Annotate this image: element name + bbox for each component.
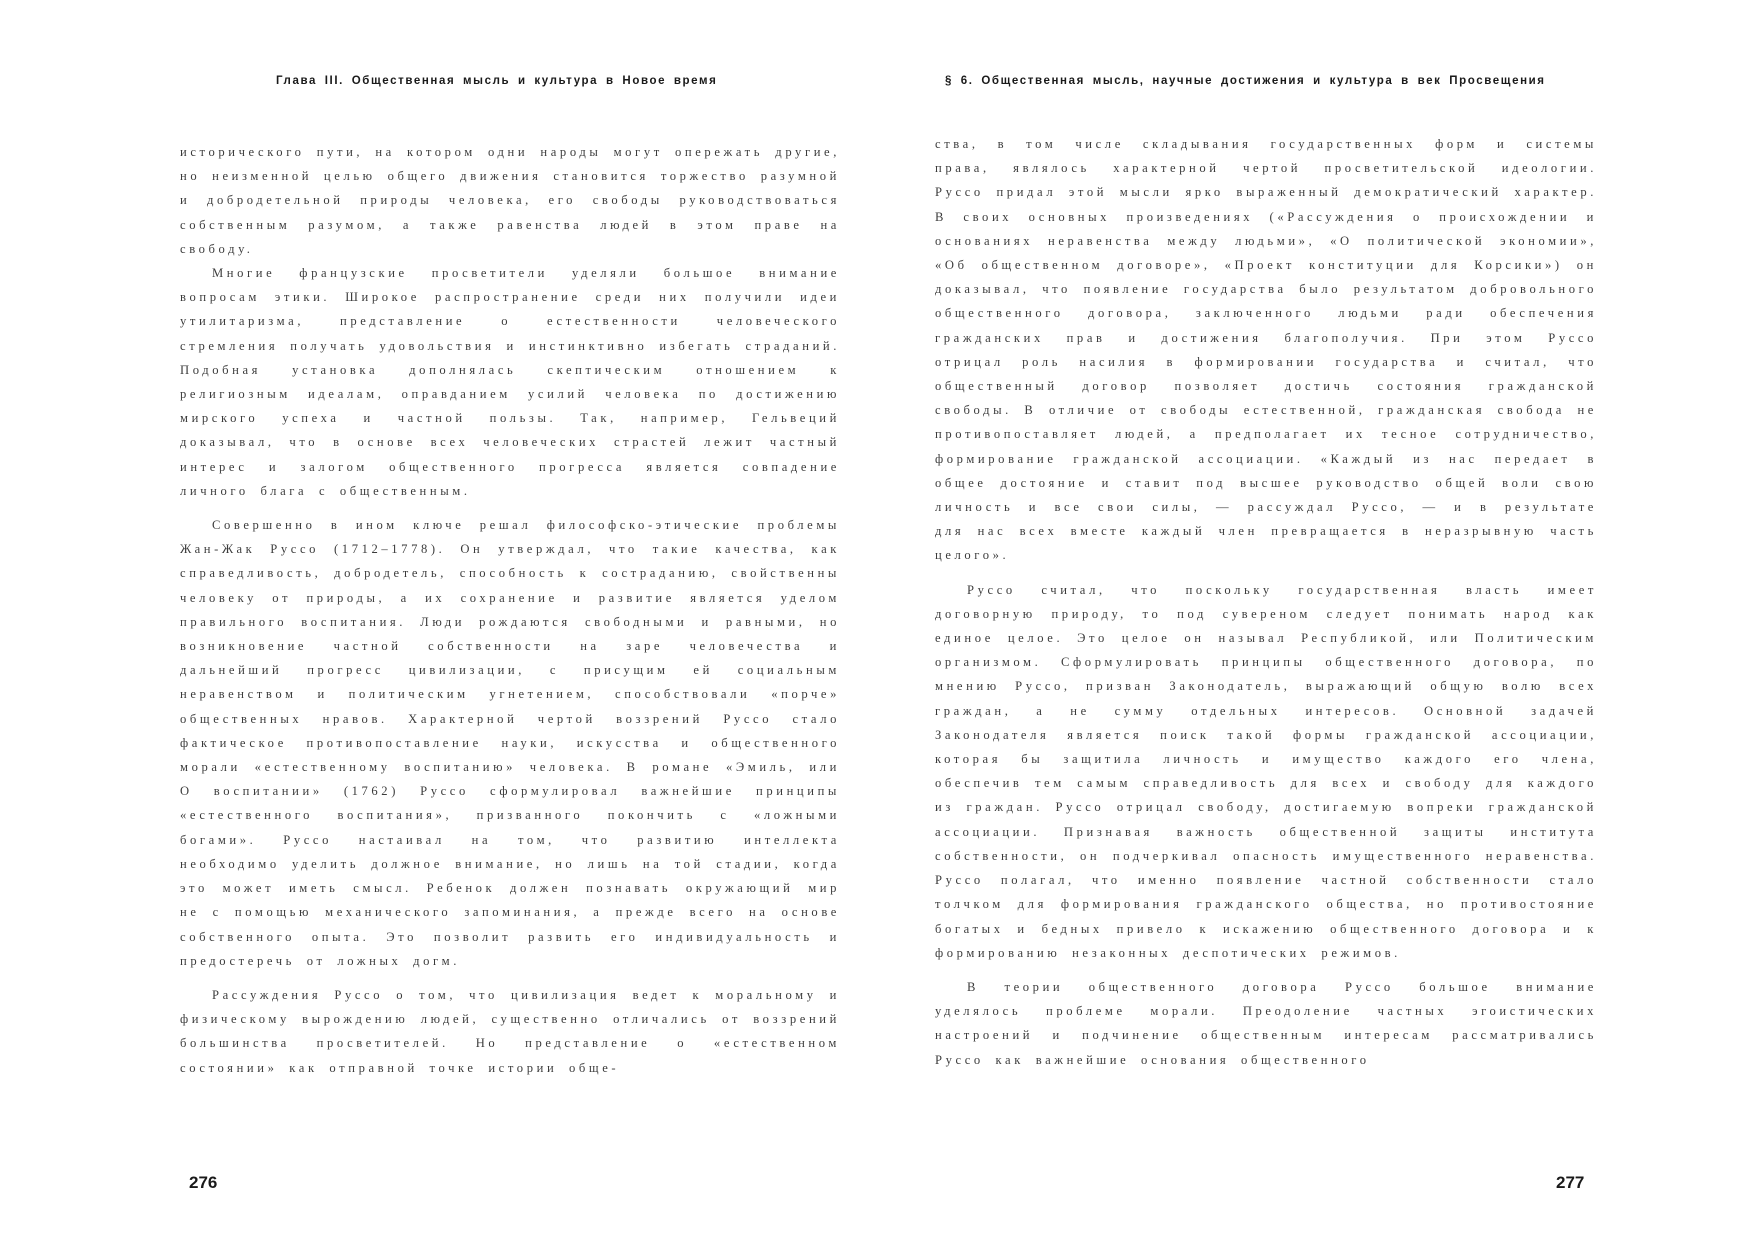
paragraph: ства, в том числе складывания государственных форм и системы права, являлось характерной чертой просветительской идеологии. Руссо придал этой мысли ярко выраженный демократический характер. В своих основных произведениях («Рассуждения о происхождении и основаниях неравенства между людьми», «О политической экономии», «Об общественном договоре», «Проект конституции для Корсики») он доказывал, что появление государства было результатом добровольного общественного договора, заключенного людьми ради обеспечения гражданских прав и достижения благополучия. При этом Руссо отрицал роль насилия в формировании государства и считал, что общественный договор позволяет достичь состояния гражданской свободы. В отличие от свободы естественной, гражданская свобода не противопоставляет людей, а предполагает их тесное сотрудничество, формирование гражданской ассоциации. «Каждый из нас передает в общее достояние и ставит под высшее руководство общей воли свою личность и все свои силы, — рассуждал Руссо, — и в результате для нас всех вместе каждый член превращается в неразрывную часть целого». xyxy=(935,137,1597,563)
paragraph: исторического пути, на котором одни народы могут опережать другие, но неизменной целью общего движения становится торжество разумной и добродетельной природы человека, его свободы руководствоваться собственным разумом, а также равенства людей в этом праве на свободу. xyxy=(180,145,840,256)
running-head: Глава III. Общественная мысль и культура в Новое время xyxy=(276,75,718,87)
body-text xyxy=(180,140,840,1080)
paragraph: Руссо считал, что поскольку государственная власть имеет договорную природу, то под сувереном следует понимать народ как единое целое. Это целое он называл Республикой, или Политическим организмом. Сформулировать принципы общественного договора, по мнению Руссо, призван Законодатель, выражающий общую волю всех граждан, а не сумму отдельных интересов. Основной задачей Законодателя является поиск такой формы гражданской ассоциации, которая бы защитила личность и имущество каждого его члена, обеспечив тем самым справедливость для всех и свободу для каждого из граждан. Руссо отрицал свободу, достигаемую вопреки гражданской ассоциации. Признавая важность общественной защиты института собственности, он подчеркивал опасность имущественного неравенства. Руссо полагал, что именно появление частной собственности стало толчком для формирования гражданского общества, но противостояние богатых и бедных привело к искажению общественного договора и к формированию незаконных деспотических режимов. xyxy=(935,582,1597,960)
paragraph: Многие французские просветители уделяли большое внимание вопросам этики. Широкое распространение среди них получили идеи утилитаризма, представление о естественности человеческого стремления получать удовольствия и инстинктивно избегать страданий. Подобная установка дополнялась скептическим отношением к религиозным идеалам, оправданием усилий человека по достижению мирского успеха и частной пользы. Так, например, Гельвеций доказывал, что в основе всех человеческих страстей лежит частный интерес и залогом общественного прогресса является совпадение личного блага с общественным. xyxy=(180,266,840,498)
page-number: 277 xyxy=(1556,1173,1585,1192)
right-page xyxy=(877,0,1754,1239)
paragraph: Рассуждения Руссо о том, что цивилизация ведет к моральному и физическому вырождению людей, существенно отличались от воззрений большинства просветителей. Но представление о «естественном состоянии» как отправной точке истории обще- xyxy=(180,987,840,1075)
paragraph: Совершенно в ином ключе решал философско-этические проблемы Жан-Жак Руссо (1712–1778). Он утверждал, что такие качества, как справедливость, добродетель, способность к состраданию, свойственны человеку от природы, а их сохранение и развитие является уделом правильного воспитания. Люди рождаются свободными и равными, но возникновение частной собственности на заре человечества и дальнейший прогресс цивилизации, с присущим ей социальным неравенством и политическим угнетением, способствовали «порче» общественных нравов. Характерной чертой воззрений Руссо стало фактическое противопоставление науки, искусства и общественного морали «естественному воспитанию» человека. В романе «Эмиль, или О воспитании» (1762) Руссо сформулировал важнейшие принципы «естественного воспитания», призванного покончить с «ложными богами». Руссо настаивал на том, что развитию интеллекта необходимо уделить должное внимание, но лишь на той стадии, когда это может иметь смысл. Ребенок должен познавать окружающий мир не с помощью механического запоминания, а прежде всего на основе собственного опыта. Это позволит развить его индивидуальность и предостеречь от ложных догм. xyxy=(180,518,840,968)
body-text xyxy=(935,132,1597,1072)
paragraph: В теории общественного договора Руссо большое внимание уделялось проблеме морали. Преодоление частных эгоистических настроений и подчинение общественным интересам рассматривались Руссо как важнейшие основания общественного xyxy=(935,979,1597,1067)
running-head: § 6. Общественная мысль, научные достижения и культура в век Просвещения xyxy=(945,75,1546,87)
page-number: 276 xyxy=(189,1173,218,1192)
